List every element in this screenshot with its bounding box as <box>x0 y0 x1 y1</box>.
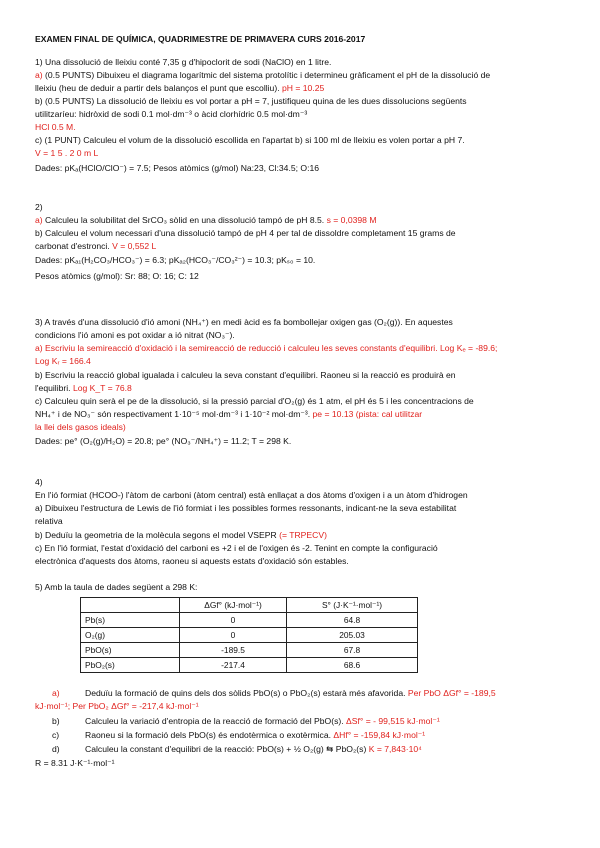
q3-a-answer2: Log Kᵣ = 166.4 <box>35 356 91 366</box>
table-header-row <box>81 598 418 613</box>
q1-intro: 1) Una dissolució de lleixiu conté 7,35 g d'hipoclorit de sodi (NaClO) en 1 litre. <box>35 57 332 67</box>
q1-c-answer: V = 1 5 . 2 0 m L <box>35 148 99 158</box>
table-cell: 68.6 <box>287 658 418 673</box>
q3-a <box>35 343 570 354</box>
q3-c-answer: pe = 10.13 (pista: cal utilitzar <box>310 409 423 419</box>
q5-a-answer2: kJ·mol⁻¹; Per PbO₂ ΔGf° = -217,4 kJ·mol⁻¹ <box>35 701 199 711</box>
table-header-cell: S° (J·K⁻¹·mol⁻¹) <box>287 598 418 613</box>
thermo-data-table <box>80 597 418 673</box>
q4-c-cont: electrònica d'aquests dos àtoms, raoneu si aquests estats d'oxidació són estables. <box>35 556 349 566</box>
q3-b-text2: l'equilibri. <box>35 383 71 393</box>
q2-b: b) Calculeu el volum necessari d'una dissolució tampó de pH 4 per tal de dissoldre completament 15 grams de <box>35 228 456 238</box>
q5-a <box>85 688 570 699</box>
q5-intro: 5) Amb la taula de dades següent a 298 K: <box>35 582 198 592</box>
q5-a-text: Deduïu la formació de quins dels dos sòlids PbO(s) o PbO₂(s) estarà més afavorida. <box>85 688 406 698</box>
exam-title: EXAMEN FINAL DE QUÍMICA, QUADRIMESTRE DE PRIMAVERA CURS 2016-2017 <box>35 34 366 44</box>
q2-b-text2: carbonat d'estronci. <box>35 241 110 251</box>
table-cell: 0 <box>180 628 287 643</box>
q1-a-cont <box>35 83 570 94</box>
q5-c-label: c) <box>52 730 60 740</box>
q2-dades: Dades: pKₐ₁(H₂CO₃/HCO₃⁻) = 6.3; pKₐ₂(HCO₃⁻/CO₃²⁻) = 10.3; pKₛ₀ = 10. <box>35 255 316 265</box>
q2-a-label: a) <box>35 215 43 225</box>
q2-a-answer: s = 0,0398 M <box>324 215 377 225</box>
q5-c-text: Raoneu si la formació dels PbO(s) és endotèrmica o exotèrmica. <box>85 730 331 740</box>
q5-d-text: Calculeu la constant d'equilibri de la reacció: PbO(s) + ½ O₂(g) ⇆ PbO₂(s) <box>85 744 367 754</box>
q2-number: 2) <box>35 202 43 212</box>
q1-a <box>35 70 570 81</box>
table-row <box>81 643 418 658</box>
q2-a-text: Calculeu la solubilitat del SrCO₃ sòlid en una dissolució tampó de pH 8.5. <box>42 215 325 225</box>
q1-c: c) (1 PUNT) Calculeu el volum de la dissolució escollida en l'apartat b) si 100 ml de lleixiu es volen portar a pH 7. <box>35 135 465 145</box>
q4-a-cont: relativa <box>35 516 63 526</box>
q3-intro-cont: condicions l'ió amoni es pot oxidar a ió nitrat (NO₃⁻). <box>35 330 235 340</box>
q1-a-answer: pH = 10.25 <box>279 83 325 93</box>
q5-c <box>85 730 570 741</box>
q1-a-text2: lleixiu (heu de deduir a partir dels balanços el punt que escolliu). <box>35 83 280 93</box>
table-cell: Pb(s) <box>81 613 180 628</box>
q1-b-answer: HCl 0.5 M. <box>35 122 76 132</box>
table-row <box>81 658 418 673</box>
q3-b-cont <box>35 383 570 394</box>
q1-b: b) (0.5 PUNTS) La dissolució de lleixiu es vol portar a pH = 7, justifiqueu quina de les dues dissolucions següents <box>35 96 467 106</box>
q4-b-answer: (= TRPECV) <box>276 530 327 540</box>
table-header-cell <box>81 598 180 613</box>
q1-a-text: (0.5 PUNTS) Dibuixeu el diagrama logarítmic del sistema protolític i determineu gràficament el pH de la dissolució de <box>42 70 491 80</box>
q5-d-answer: K = 7,843·10⁴ <box>366 744 422 754</box>
q3-a-label: a) <box>35 343 43 353</box>
q2-b-cont <box>35 241 570 252</box>
q5-b-label: b) <box>52 716 60 726</box>
table-cell: -217.4 <box>180 658 287 673</box>
q5-a-answer: Per PbO ΔGf° = -189,5 <box>405 688 496 698</box>
q5-b-text: Calculeu la variació d'entropia de la reacció de formació del PbO(s). <box>85 716 344 726</box>
table-cell: PbO(s) <box>81 643 180 658</box>
q3-b-answer: Log K_T = 76.8 <box>70 383 132 393</box>
q3-b: b) Escriviu la reacció global igualada i calculeu la seva constant d'equilibri. Raoneu si la reacció es produirà en <box>35 370 456 380</box>
table-cell: 64.8 <box>287 613 418 628</box>
q5-b <box>85 716 570 727</box>
q4-b-text: b) Deduïu la geometria de la molècula segons el model VSEPR <box>35 530 277 540</box>
table-cell: PbO₂(s) <box>81 658 180 673</box>
q1-b-cont: utilitzaríeu: hidròxid de sodi 0.1 mol·dm⁻³ o àcid clorhídric 0.5 mol·dm⁻³ <box>35 109 308 119</box>
q5-a-label: a) <box>52 688 60 698</box>
q5-r-constant: R = 8.31 J·K⁻¹·mol⁻¹ <box>35 758 115 768</box>
q3-a-answer: Log Kₑ = -89.6; <box>437 343 498 353</box>
q3-c-cont <box>35 409 570 420</box>
q4-intro: En l'ió formiat (HCOO-) l'àtom de carboni (àtom central) està enllaçat a dos àtoms d'oxigen i a un àtom d'hidrogen <box>35 490 468 500</box>
table-cell: 205.03 <box>287 628 418 643</box>
table-row <box>81 628 418 643</box>
q3-a-text: Escriviu la semireacció d'oxidació i la semireacció de reducció i calculeu les seves constants d'equilibri. <box>42 343 438 353</box>
q4-a: a) Dibuixeu l'estructura de Lewis de l'ió formiat i les possibles formes ressonants, indicant-ne la seva estabilitat <box>35 503 457 513</box>
q1-a-label: a) <box>35 70 43 80</box>
q5-d-label: d) <box>52 744 60 754</box>
q4-c: c) En l'ió formiat, l'estat d'oxidació del carboni es +2 i el de l'oxigen és -2. Tenint en compte la configuració <box>35 543 438 553</box>
q2-pesos: Pesos atòmics (g/mol): Sr: 88; O: 16; C: 12 <box>35 271 199 281</box>
q3-intro: 3) A través d'una dissolució d'ió amoni (NH₄⁺) en medi àcid es fa bombollejar oxigen gas (O₂(g)). En aquestes <box>35 317 453 327</box>
table-cell: O₂(g) <box>81 628 180 643</box>
q5-b-answer: ΔSf° = - 99,515 kJ·mol⁻¹ <box>343 716 440 726</box>
q3-c: c) Calculeu quin serà el pe de la dissolució, si la pressió parcial d'O₂(g) és 1 atm, el pH és 5 i les concentracions de <box>35 396 474 406</box>
q3-c-answer2: la llei dels gasos ideals) <box>35 422 126 432</box>
q1-dades: Dades: pKₐ(HClO/ClO⁻) = 7.5; Pesos atòmics (g/mol) Na:23, Cl:34.5; O:16 <box>35 163 320 173</box>
table-cell: 0 <box>180 613 287 628</box>
q2-b-answer: V = 0,552 L <box>109 241 157 251</box>
table-header-cell: ΔGf° (kJ·mol⁻¹) <box>180 598 287 613</box>
table-cell: 67.8 <box>287 643 418 658</box>
q3-c-text2: NH₄⁺ i de NO₃⁻ són respectivament 1·10⁻⁵ mol·dm⁻³ i 1·10⁻² mol·dm⁻³. <box>35 409 311 419</box>
q3-dades: Dades: pe° (O₂(g)/H₂O) = 20.8; pe° (NO₃⁻/NH₄⁺) = 11.2; T = 298 K. <box>35 436 292 446</box>
q4-number: 4) <box>35 477 43 487</box>
q5-c-answer: ΔHf° = -159,84 kJ·mol⁻¹ <box>330 730 426 740</box>
table-row <box>81 613 418 628</box>
q5-d <box>85 744 570 755</box>
q4-b <box>35 530 570 541</box>
q2-a <box>35 215 570 226</box>
table-cell: -189.5 <box>180 643 287 658</box>
